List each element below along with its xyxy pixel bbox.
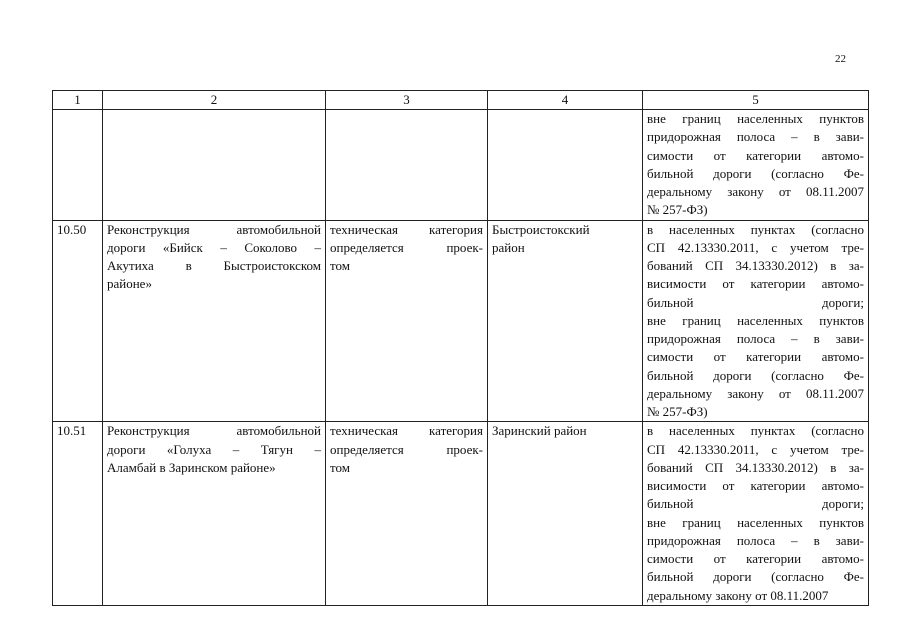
- cell-object-line: дороги «Голуха – Тягун –: [107, 441, 321, 457]
- cell-object-line: Реконструкция автомобильной: [107, 423, 321, 439]
- column-header-3: 3: [326, 91, 488, 110]
- cell-zone-line: вне границ населенных пунктов: [647, 514, 864, 530]
- table-body: [53, 110, 869, 606]
- column-header-2: 2: [103, 91, 326, 110]
- cell-number: 10.51: [53, 422, 103, 606]
- cell-zone-line: деральному закону от 08.11.2007: [647, 184, 864, 199]
- cell-object-line: Реконструкция автомобильной: [107, 221, 321, 237]
- cell-zone-line: симости от категории автомо-: [647, 147, 864, 163]
- cell-zone-line: деральному закону от 08.11.2007: [647, 587, 829, 603]
- cell-location-line: Заринский район: [492, 423, 587, 439]
- cell-zone-line: деральному закону от 08.11.2007: [647, 385, 864, 401]
- cell-zone-line: бований СП 34.13330.2012) в за-: [647, 258, 864, 273]
- cell-object-line: районе»: [107, 276, 152, 292]
- cell-category: [326, 110, 488, 221]
- cell-category-line: определяется проек-: [330, 239, 483, 255]
- cell-zone: [643, 110, 869, 221]
- cell-location-line: Быстроистокский: [492, 221, 590, 237]
- cell-location: [488, 110, 643, 221]
- cell-zone-line: в населенных пунктах (согласно: [647, 221, 864, 237]
- cell-zone-line: вне границ населенных пунктов: [647, 111, 864, 126]
- cell-zone-line: висимости от категории автомо-: [647, 276, 864, 292]
- cell-zone-line: придорожная полоса – в зави-: [647, 331, 864, 346]
- cell-object-line: Аламбай в Заринском районе»: [107, 459, 276, 475]
- cell-zone-line: вне границ населенных пунктов: [647, 312, 864, 328]
- cell-zone-line: в населенных пунктах (согласно: [647, 423, 864, 439]
- cell-object: [103, 422, 326, 606]
- cell-category-line: том: [330, 459, 350, 475]
- cell-zone-line: № 257-ФЗ): [647, 404, 708, 419]
- cell-category-line: техническая категория: [330, 423, 483, 439]
- cell-zone-line: придорожная полоса – в зави-: [647, 532, 864, 548]
- cell-category: [326, 422, 488, 606]
- table-row: [53, 220, 869, 422]
- cell-object-line: Акутиха в Быстроистокском: [107, 258, 321, 273]
- cell-zone-line: симости от категории автомо-: [647, 349, 864, 365]
- table-row: [53, 422, 869, 606]
- header-row: [53, 91, 869, 110]
- cell-zone-line: бильной дороги (согласно Фе-: [647, 367, 864, 383]
- cell-object-line: дороги «Бийск – Соколово –: [107, 239, 321, 255]
- cell-zone-line: бильной дороги;: [647, 294, 864, 310]
- column-header-5: 5: [643, 91, 869, 110]
- cell-object: [103, 110, 326, 221]
- cell-zone-line: бильной дороги;: [647, 496, 864, 512]
- cell-zone-line: № 257-ФЗ): [647, 202, 708, 218]
- document-table: [52, 90, 869, 606]
- cell-number: 10.50: [53, 220, 103, 422]
- column-header-4: 4: [488, 91, 643, 110]
- cell-zone-line: придорожная полоса – в зави-: [647, 129, 864, 145]
- cell-location: [488, 220, 643, 422]
- cell-location-line: район: [492, 239, 525, 255]
- cell-category-line: том: [330, 258, 350, 273]
- cell-zone-line: висимости от категории автомо-: [647, 478, 864, 493]
- cell-zone-line: бильной дороги (согласно Фе-: [647, 165, 864, 181]
- table-row: [53, 110, 869, 221]
- cell-zone-line: бований СП 34.13330.2012) в за-: [647, 459, 864, 475]
- cell-category-line: определяется проек-: [330, 441, 483, 457]
- cell-zone: [643, 220, 869, 422]
- column-header-1: 1: [53, 91, 103, 110]
- cell-zone: [643, 422, 869, 606]
- cell-zone-line: симости от категории автомо-: [647, 551, 864, 566]
- cell-category: [326, 220, 488, 422]
- cell-zone-line: СП 42.13330.2011, с учетом тре-: [647, 441, 864, 457]
- cell-number: [53, 110, 103, 221]
- cell-zone-line: СП 42.13330.2011, с учетом тре-: [647, 239, 864, 255]
- cell-location: [488, 422, 643, 606]
- cell-zone-line: бильной дороги (согласно Фе-: [647, 569, 864, 585]
- cell-object: [103, 220, 326, 422]
- page-number: 22: [835, 53, 846, 65]
- cell-category-line: техническая категория: [330, 221, 483, 237]
- table-header: [53, 91, 869, 110]
